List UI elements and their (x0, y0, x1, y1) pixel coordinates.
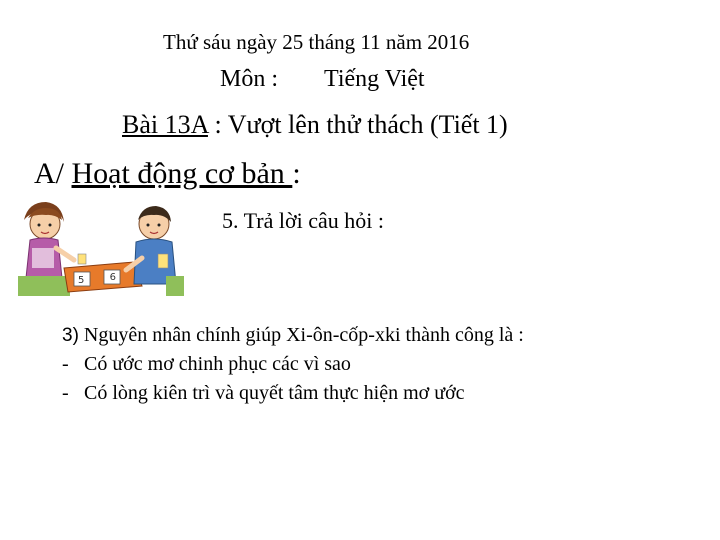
bullet-marker: - (62, 353, 69, 375)
answer-number: 3) (62, 325, 79, 346)
answer-block (62, 321, 524, 408)
bullet-text: Có ước mơ chinh phục các vì sao (84, 353, 351, 375)
lesson-title (122, 110, 508, 140)
subject-value: Tiếng Việt (324, 66, 425, 92)
lesson-number: Bài 13A (122, 110, 208, 139)
bullet-marker: - (62, 382, 69, 404)
lesson-name: Vượt lên thử thách (Tiết 1) (227, 110, 508, 139)
section-heading (34, 157, 301, 191)
question-prompt: 5. Trả lời câu hỏi : (222, 208, 384, 233)
card-right-number: 9 (109, 270, 116, 281)
answer-bullet (62, 379, 524, 408)
section-title: Hoạt động cơ bản (71, 157, 293, 190)
answer-bullet (62, 350, 524, 379)
children-playing-cards-illustration (16, 198, 184, 296)
card-left-number: 5 (78, 275, 85, 286)
lesson-separator: : (207, 110, 228, 139)
answer-intro-line (62, 321, 524, 350)
section-suffix: : (292, 157, 301, 190)
date-line: Thứ sáu ngày 25 tháng 11 năm 2016 (163, 30, 470, 54)
bullet-text: Có lòng kiên trì và quyết tâm thực hiện mơ ước (84, 382, 465, 404)
answer-intro: Nguyên nhân chính giúp Xi-ôn-cốp-xki thành công là : (78, 324, 524, 346)
subject-label: Môn : (220, 66, 279, 92)
section-prefix: A/ (34, 157, 72, 190)
